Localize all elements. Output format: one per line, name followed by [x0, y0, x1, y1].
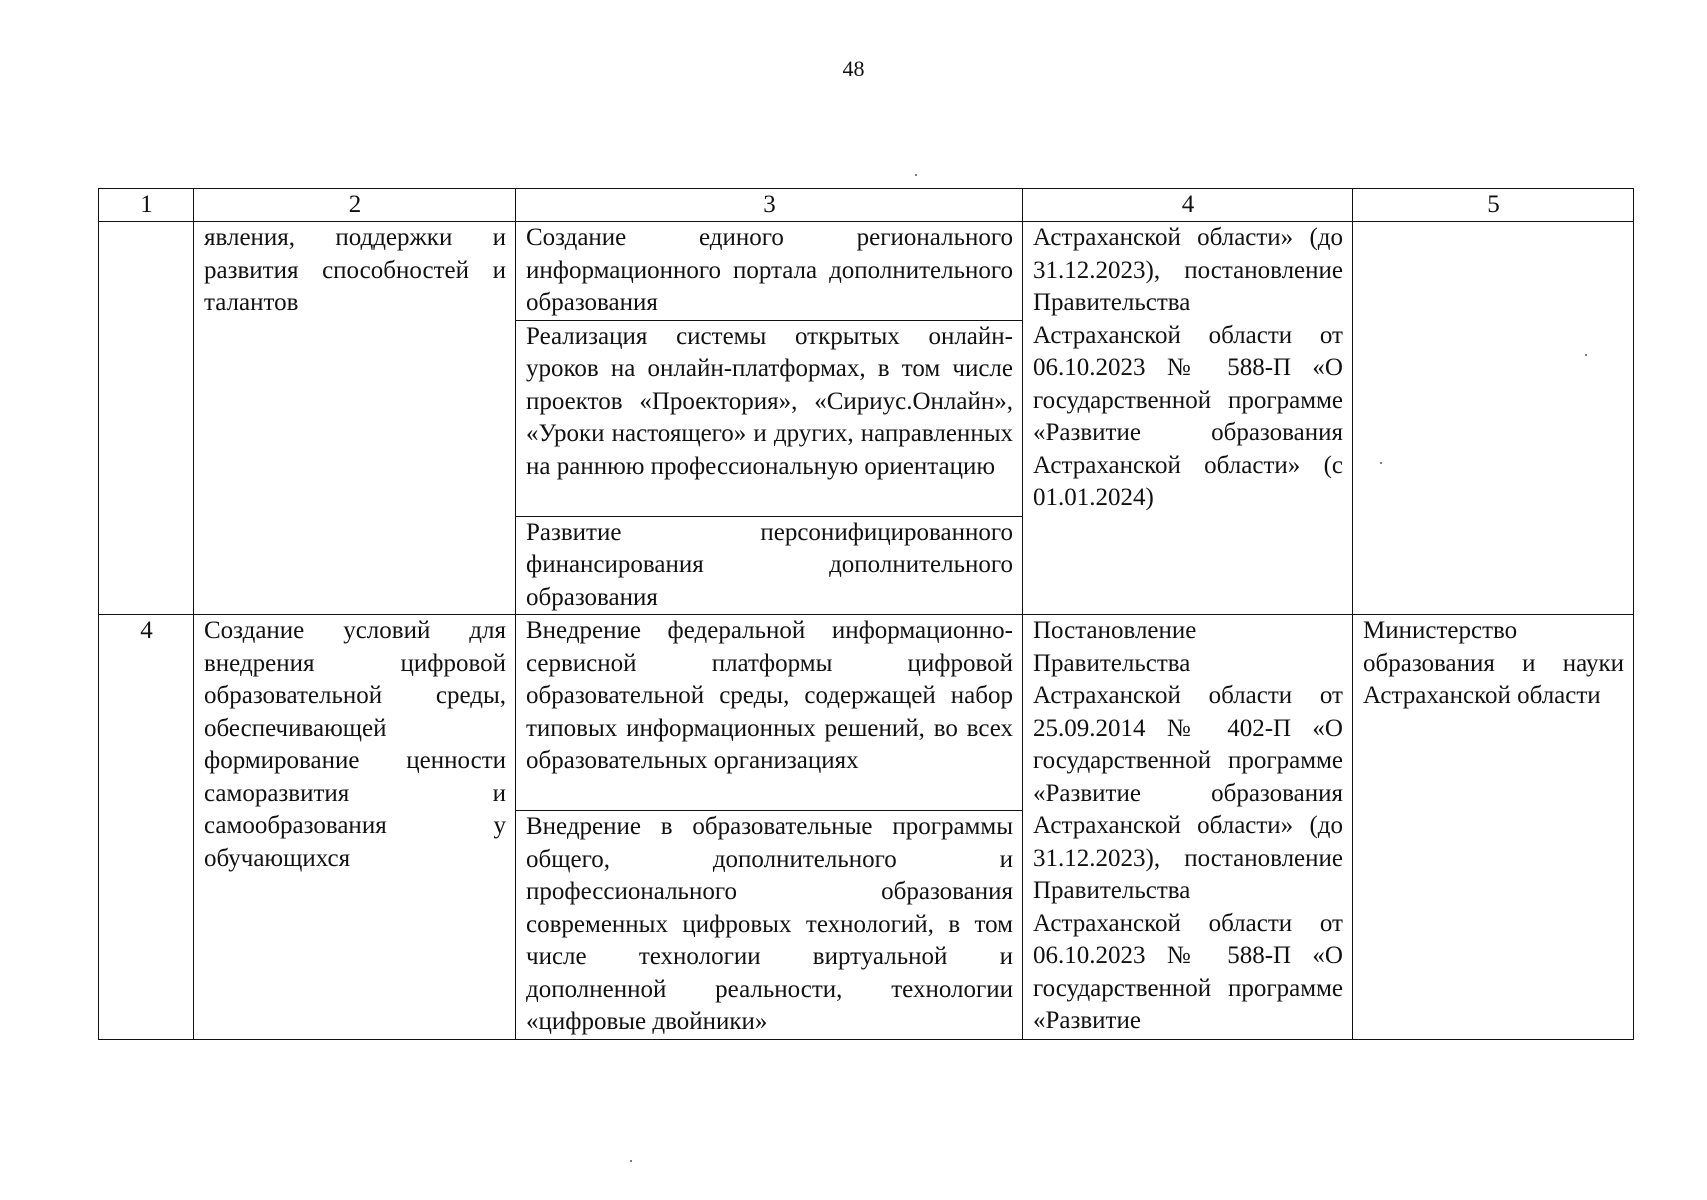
activity-cell: Развитие персонифицированного финансирования дополнительного образования: [516, 516, 1023, 615]
scan-speck: [1585, 354, 1587, 356]
row-number: [99, 222, 194, 615]
measures-table: [98, 188, 1634, 1040]
column-header-2: 2: [194, 189, 516, 222]
column-header-4: 4: [1023, 189, 1353, 222]
table-row: [99, 615, 1634, 811]
column-header-5: 5: [1353, 189, 1634, 222]
column-header-3: 3: [516, 189, 1023, 222]
activity-cell: Внедрение федеральной информационно-сервисной платформы цифровой образовательной среды, содержащей набор типовых информационных решений, во всех образовательных организациях: [516, 615, 1023, 811]
column-header-1: 1: [99, 189, 194, 222]
activity-cell: Внедрение в образовательные программы общего, дополнительного и профессионального образования современных цифровых технологий, в том числе технологии виртуальной и дополненной реальности, технологии «цифровые двойники»: [516, 811, 1023, 1040]
table-header-row: [99, 189, 1634, 222]
responsible-cell: [1353, 222, 1634, 615]
table-row: [99, 222, 1634, 321]
scan-speck: [1380, 462, 1382, 464]
row-number: 4: [99, 615, 194, 1040]
responsible-cell: Министерство образования и науки Астраханской области: [1353, 615, 1634, 1040]
activity-cell: Создание единого регионального информационного портала дополнительного образования: [516, 222, 1023, 321]
documents-cell: Постановление Правительства Астраханской области от 25.09.2014 № 402-П «О государственной программе «Развитие образования Астраханской области» (до 31.12.2023), постановление Правительства Астраханской области от 06.10.2023 № 588-П «О государственной программе «Развитие: [1023, 615, 1353, 1040]
scan-speck: [630, 1160, 632, 1162]
task-cell: Создание условий для внедрения цифровой образовательной среды, обеспечивающей формирование ценности саморазвития и самообразования у обучающихся: [194, 615, 516, 1040]
activity-cell: Реализация системы открытых онлайн-уроков на онлайн-платформах, в том числе проектов «Проектория», «Сириус.Онлайн», «Уроки настоящего» и других, направленных на раннюю профессиональную ориентацию: [516, 320, 1023, 516]
page-number: 48: [842, 56, 865, 81]
scan-speck: [915, 174, 917, 176]
task-cell: явления, поддержки и развития способностей и талантов: [194, 222, 516, 615]
documents-cell: Астраханской области» (до 31.12.2023), постановление Правительства Астраханской области от 06.10.2023 № 588-П «О государственной программе «Развитие образования Астраханской области» (с 01.01.2024): [1023, 222, 1353, 615]
